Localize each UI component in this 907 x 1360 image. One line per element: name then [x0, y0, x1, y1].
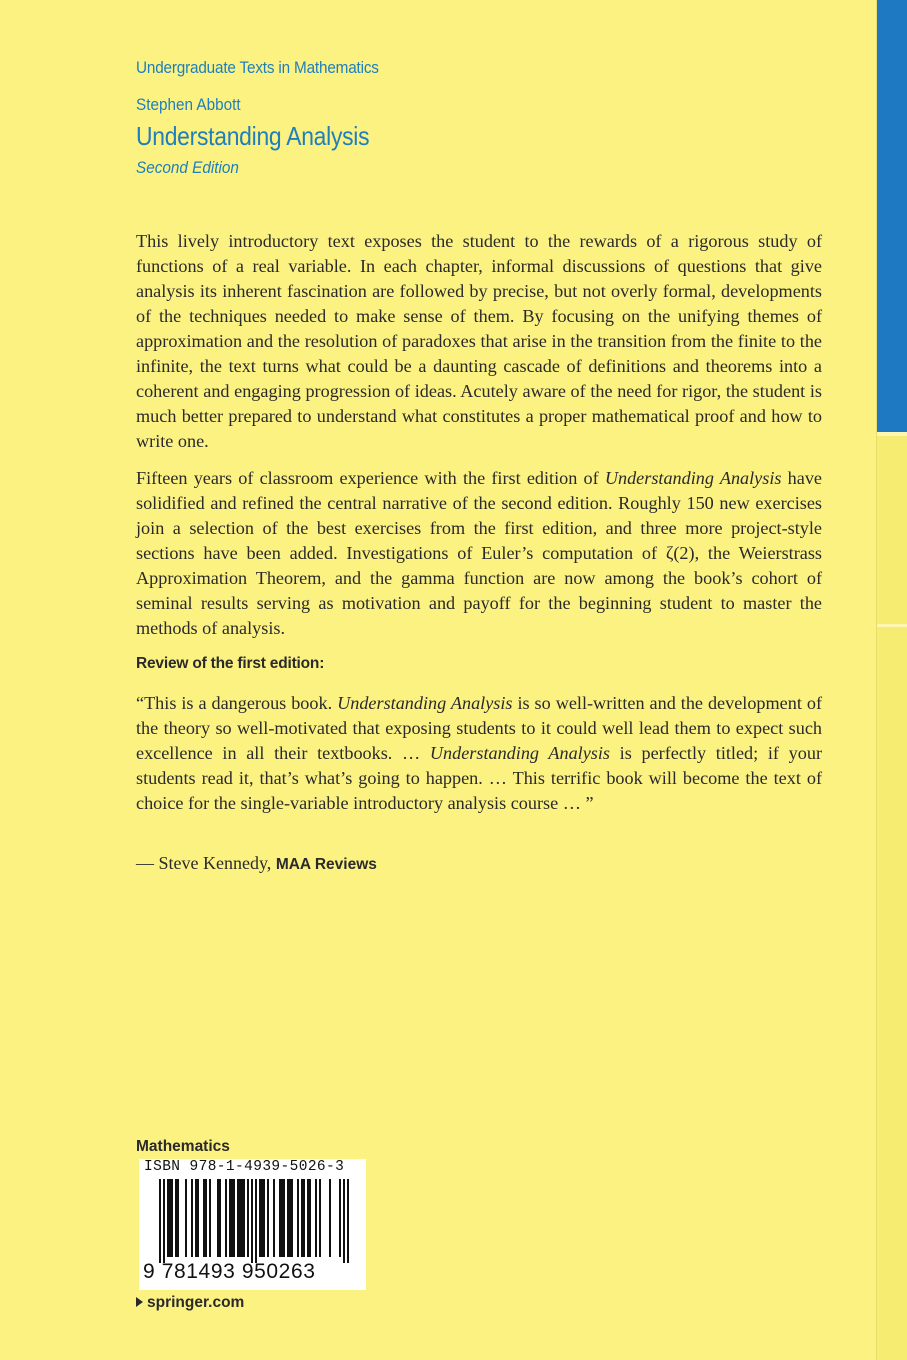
spine-yellow-band	[877, 436, 907, 1360]
paragraph-2-text-a: Fifteen years of classroom experience with the first edition of	[136, 468, 605, 488]
barcode-bar	[307, 1179, 309, 1257]
barcode-bar	[247, 1179, 249, 1257]
spine-divider-lower	[877, 624, 907, 627]
barcode-bar	[315, 1179, 317, 1257]
barcode-bar	[329, 1179, 331, 1257]
barcode-bar	[209, 1179, 211, 1257]
barcode-bar	[267, 1179, 269, 1257]
barcode-bar	[219, 1179, 221, 1257]
barcode-bar	[233, 1179, 235, 1257]
ean-digits: 9 781493 950263	[143, 1260, 316, 1283]
barcode-bar	[343, 1179, 345, 1263]
barcode-bar	[287, 1179, 289, 1257]
barcode-bar	[273, 1179, 275, 1257]
reviewer-name: — Steve Kennedy,	[136, 853, 276, 873]
quote-text-a: “This is a dangerous book.	[136, 693, 338, 713]
barcode-bar	[225, 1179, 227, 1257]
barcode-bar	[185, 1179, 187, 1257]
barcode-bar	[175, 1179, 177, 1257]
barcode-bars	[139, 1179, 366, 1263]
author-name: Stephen Abbott	[136, 95, 241, 114]
paragraph-2-book-title: Understanding Analysis	[604, 468, 782, 488]
barcode-bar	[171, 1179, 173, 1257]
edition-label: Second Edition	[136, 158, 239, 177]
review-source: MAA Reviews	[275, 856, 377, 873]
triangle-right-icon	[136, 1297, 143, 1307]
subject-category: Mathematics	[136, 1138, 230, 1155]
barcode-bar	[259, 1179, 261, 1257]
barcode-bar	[167, 1179, 169, 1257]
barcode-bar	[191, 1179, 193, 1257]
quote-text-c: is perfectly titled; if your students read it, that’s what’s going to happen. … This terrific book will become the text of choice for the single-variable introductory analysis course … ”	[136, 743, 823, 813]
book-title: Understanding Analysis	[136, 121, 370, 151]
barcode-bar	[237, 1179, 239, 1257]
barcode-bar	[231, 1179, 233, 1257]
isbn-label: ISBN 978-1-4939-5026-3	[144, 1159, 345, 1175]
barcode-bar	[339, 1179, 341, 1257]
paragraph-2-text-b: have solidified and refined the central narrative of the second edition. Roughly 150 new exercises join a selection of the best exercises from the first edition, and three more project-style sections have been added. Investigations of Euler’s computation of ζ(2), the Weierstrass Approximation Theorem, and the gamma function are now among the book’s cohort of seminal results serving as motivation and payoff for the beginning student to master the methods of analysis.	[136, 468, 822, 638]
barcode-bar	[347, 1179, 349, 1263]
barcode-bar	[303, 1179, 305, 1257]
barcode-bar	[217, 1179, 219, 1257]
barcode-bar	[251, 1179, 253, 1263]
website-label: springer.com	[147, 1294, 245, 1311]
spine-blue-band	[877, 0, 907, 432]
barcode-bar	[319, 1179, 321, 1257]
barcode-bar	[163, 1179, 165, 1263]
barcode-bar	[169, 1179, 171, 1257]
barcode-bar	[309, 1179, 311, 1257]
barcode-bar	[263, 1179, 265, 1257]
barcode-bar	[281, 1179, 283, 1257]
review-heading: Review of the first edition:	[136, 655, 325, 672]
barcode-bar	[297, 1179, 299, 1257]
description-paragraph-2	[136, 466, 822, 641]
barcode-bar	[177, 1179, 179, 1257]
barcode-bar	[279, 1179, 281, 1257]
quote-book-title-1: Understanding Analysis	[337, 693, 513, 713]
barcode-bar	[239, 1179, 241, 1257]
quote-text-b: is so well-written and the development of the theory so well-motivated that exposing students to it could well lead them to expect such excellence in all their textbooks. …	[136, 693, 822, 763]
barcode-bar	[261, 1179, 263, 1257]
review-attribution	[136, 853, 377, 874]
barcode-bar	[205, 1179, 207, 1257]
website-link[interactable]	[136, 1294, 244, 1312]
isbn-barcode	[139, 1159, 366, 1290]
barcode-bar	[291, 1179, 293, 1257]
barcode-bar	[203, 1179, 205, 1257]
barcode-bar	[301, 1179, 303, 1257]
barcode-bar	[195, 1179, 197, 1257]
barcode-bar	[229, 1179, 231, 1257]
barcode-bar	[255, 1179, 257, 1263]
barcode-bar	[289, 1179, 291, 1257]
description-paragraph-1: This lively introductory text exposes the student to the rewards of a rigorous study of functions of a real variable. In each chapter, informal discussions of questions that give analysis its inherent fascination are followed by precise, but not overly formal, developments of the techniques needed to make sense of them. By focusing on the unifying themes of approximation and the resolution of paradoxes that arise in the transition from the finite to the infinite, the text turns what could be a daunting cascade of definitions and theorems into a coherent and engaging progression of ideas. Acutely aware of the need for rigor, the student is much better prepared to understand what constitutes a proper mathematical proof and how to write one.	[136, 231, 822, 451]
quote-book-title-2: Understanding Analysis	[429, 743, 610, 763]
series-name: Undergraduate Texts in Mathematics	[136, 58, 379, 77]
barcode-bar	[197, 1179, 199, 1257]
barcode-bar	[243, 1179, 245, 1257]
barcode-bar	[241, 1179, 243, 1257]
review-quote	[136, 691, 822, 816]
barcode-bar	[283, 1179, 285, 1257]
barcode-bar	[159, 1179, 161, 1263]
